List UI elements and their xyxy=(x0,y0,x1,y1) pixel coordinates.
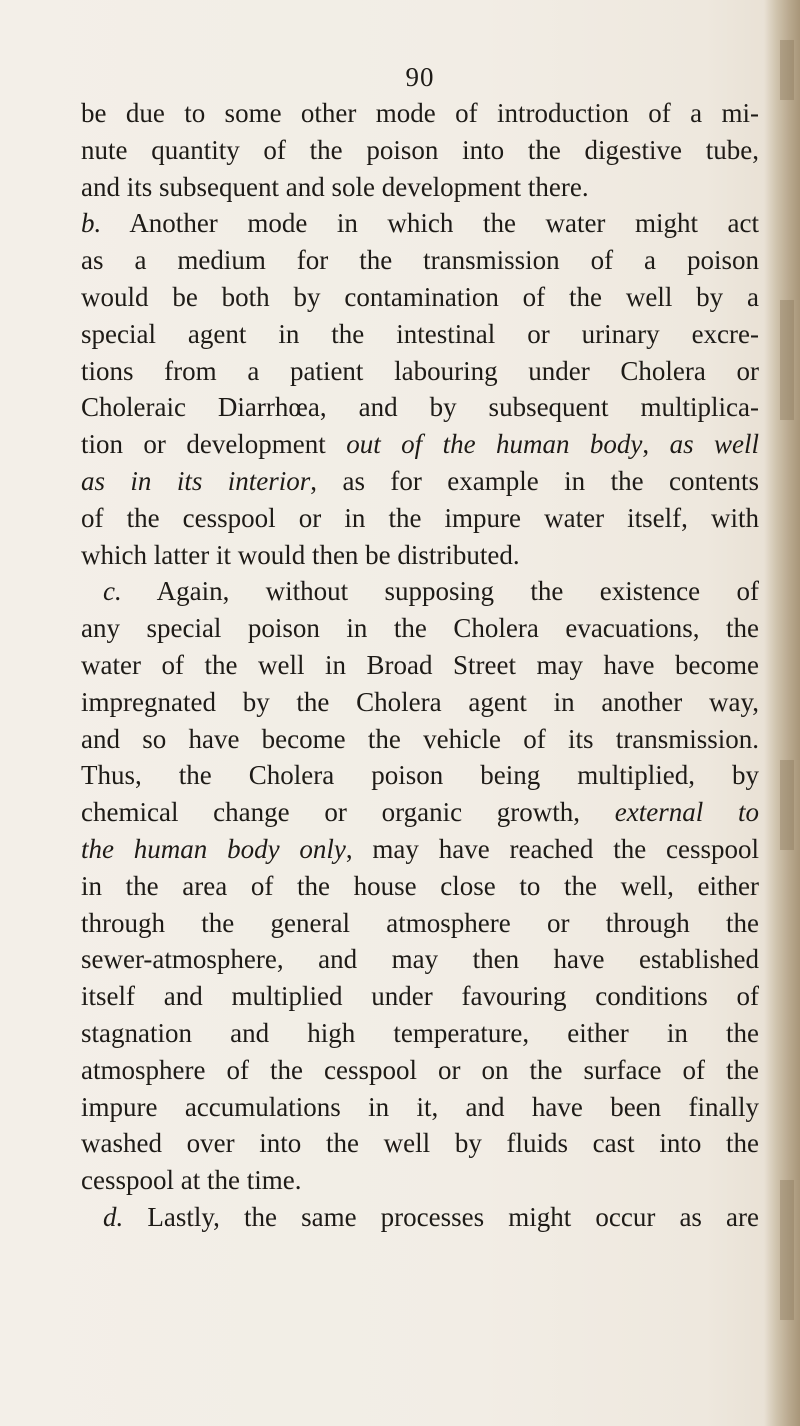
section-marker-d: d. xyxy=(103,1201,124,1232)
text-line xyxy=(81,1125,759,1162)
text-span: would be both by contamination of the well by a xyxy=(81,281,759,312)
text-span: atmosphere of the cesspool or on the surface of the xyxy=(81,1054,759,1085)
text-span: tion or development xyxy=(81,429,326,460)
section-marker-c: c. xyxy=(103,576,122,607)
text-line xyxy=(81,537,759,574)
text-span: and its subsequent and sole development there. xyxy=(81,171,589,202)
text-line xyxy=(81,794,759,831)
text-line xyxy=(81,1199,759,1236)
italic-span: out of the human body xyxy=(346,429,643,460)
page-number: 90 xyxy=(405,62,435,92)
section-marker-b: b. xyxy=(81,208,102,239)
body-text xyxy=(81,95,759,1236)
italic-span: the human body only xyxy=(81,833,346,864)
text-line xyxy=(81,353,759,390)
italic-span: as well xyxy=(669,429,759,460)
text-line xyxy=(81,95,759,132)
text-line xyxy=(81,242,759,279)
text-span: Lastly, the same processes might occur as are xyxy=(147,1201,760,1232)
text-span: cesspool at the time. xyxy=(81,1165,302,1196)
text-span: water of the well in Broad Street may have become xyxy=(81,649,759,680)
text-line xyxy=(81,1162,759,1199)
text-line xyxy=(81,205,759,242)
text-span: nute quantity of the poison into the digestive tube, xyxy=(81,134,759,165)
italic-span: as in its interior xyxy=(81,465,311,496)
text-span: through the general atmosphere or through the xyxy=(81,907,759,938)
text-span: , as for example in the contents xyxy=(310,465,759,496)
text-span: stagnation and high temperature, either in the xyxy=(81,1017,759,1048)
text-line xyxy=(81,1015,759,1052)
text-line xyxy=(81,389,759,426)
page-edge-mark xyxy=(780,1180,794,1320)
text-line xyxy=(81,279,759,316)
text-line xyxy=(81,721,759,758)
text-span: be due to some other mode of introduction of a mi- xyxy=(81,98,759,128)
text-line xyxy=(81,573,759,610)
page-edge-mark xyxy=(780,300,794,420)
text-line xyxy=(81,610,759,647)
text-line xyxy=(81,978,759,1015)
text-span: sewer-atmosphere, and may then have established xyxy=(81,944,759,975)
text-span: chemical change or organic growth, xyxy=(81,797,581,828)
text-span: and so have become the vehicle of its transmission. xyxy=(81,723,759,754)
text-line xyxy=(81,1089,759,1126)
text-line xyxy=(81,1052,759,1089)
text-span: in the area of the house close to the well, either xyxy=(81,870,759,901)
text-span: Choleraic Diarrhœa, and by subsequent multiplica- xyxy=(81,392,759,423)
text-span: as a medium for the transmission of a poison xyxy=(81,245,759,276)
text-line xyxy=(81,316,759,353)
text-span: any special poison in the Cholera evacuations, the xyxy=(81,613,759,644)
text-line xyxy=(81,941,759,978)
text-line xyxy=(81,463,759,500)
text-line: tion or development out of the human body, as well xyxy=(81,429,759,460)
text-span: impure accumulations in it, and have been finally xyxy=(81,1091,759,1122)
text-line xyxy=(81,868,759,905)
text-span: itself and multiplied under favouring conditions of xyxy=(81,981,759,1012)
text-span: which latter it would then be distributed. xyxy=(81,539,520,570)
text-line xyxy=(81,684,759,721)
text-line xyxy=(81,132,759,169)
italic-span: external to xyxy=(614,797,759,828)
text-span: Again, without supposing the existence of xyxy=(156,576,759,607)
text-line xyxy=(81,831,759,868)
text-line xyxy=(81,500,759,537)
text-span: tions from a patient labouring under Cholera or xyxy=(81,355,759,386)
text-span: washed over into the well by fluids cast into the xyxy=(81,1128,759,1159)
page-edge-mark xyxy=(780,760,794,850)
text-span: special agent in the intestinal or urinary excre- xyxy=(81,318,759,349)
text-line xyxy=(81,169,759,206)
text-span: impregnated by the Cholera agent in another way, xyxy=(81,686,759,717)
text-span: , may have reached the cesspool xyxy=(345,833,759,864)
text-span: of the cesspool or in the impure water itself, with xyxy=(81,502,759,533)
text-line xyxy=(81,905,759,942)
text-line xyxy=(81,647,759,684)
text-line xyxy=(81,757,759,794)
text-span: Thus, the Cholera poison being multiplied, by xyxy=(81,760,759,791)
text-span: Another mode in which the water might act xyxy=(129,208,759,239)
